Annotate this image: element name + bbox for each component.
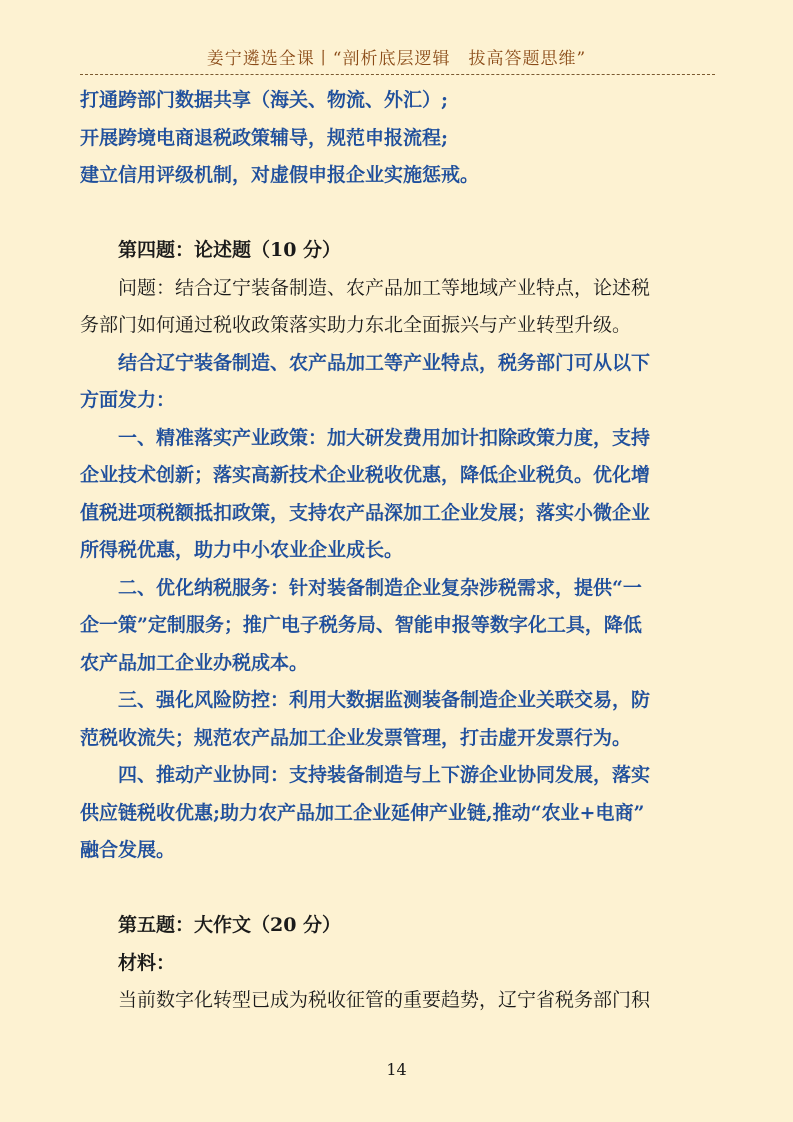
page-number: 14	[386, 1060, 407, 1079]
q4-point4-line: 融合发展。	[80, 839, 176, 861]
q4-point2-line: 农产品加工企业办税成本。	[80, 651, 309, 674]
document-body	[80, 82, 720, 1020]
section-gap	[80, 195, 720, 233]
q4-point4-line: 供应链税收优惠;助力农产品加工企业延伸产业链,推动“农业+电商”	[80, 801, 645, 824]
q4-point1-line: 所得税优惠，助力中小农业企业成长。	[80, 539, 404, 561]
q4-point4-line: 四、推动产业协同：支持装备制造与上下游企业协同发展，落实	[118, 764, 651, 786]
q5-material-line: 当前数字化转型已成为税收征管的重要趋势，辽宁省税务部门积	[118, 989, 651, 1011]
q4-point2-line: 企一策”定制服务；推广电子税务局、智能申报等数字化工具，降低	[80, 614, 642, 636]
q4-answer-intro-line: 方面发力：	[80, 389, 176, 411]
header-divider	[80, 74, 715, 75]
q4-point1-line: 值税进项税额抵扣政策，支持农产品深加工企业发展；落实小微企业	[80, 501, 651, 524]
q3-measure-line: 建立信用评级机制，对虚假申报企业实施惩戒。	[80, 164, 480, 186]
q4-point2-line: 二、优化纳税服务：针对装备制造企业复杂涉税需求，提供“一	[118, 576, 642, 599]
q3-measure-line: 打通跨部门数据共享（海关、物流、外汇）;	[80, 89, 449, 111]
q5-heading: 第五题：大作文（20 分）	[118, 914, 342, 936]
q5-material-label: 材料：	[118, 951, 176, 974]
q4-point1-line: 企业技术创新；落实高新技术企业税收优惠，降低企业税负。优化增	[80, 464, 651, 486]
q4-question-line: 务部门如何通过税收政策落实助力东北全面振兴与产业转型升级。	[80, 314, 632, 336]
q4-question-line: 问题：结合辽宁装备制造、农产品加工等地域产业特点，论述税	[118, 276, 651, 299]
section-gap	[80, 870, 720, 908]
page-header: 姜宁遴选全课丨“剖析底层逻辑 拔高答题思维”	[206, 49, 587, 69]
q4-point3-line: 范税收流失；规范农产品加工企业发票管理，打击虚开发票行为。	[80, 726, 632, 749]
q4-point1-line: 一、精准落实产业政策：加大研发费用加计扣除政策力度，支持	[118, 426, 651, 449]
q4-answer-intro-line: 结合辽宁装备制造、农产品加工等产业特点，税务部门可从以下	[118, 351, 651, 374]
q4-heading: 第四题：论述题（10 分）	[118, 239, 342, 261]
q3-measure-line: 开展跨境电商退税政策辅导，规范申报流程;	[80, 126, 449, 149]
q4-point3-line: 三、强化风险防控：利用大数据监测装备制造企业关联交易，防	[118, 689, 651, 711]
